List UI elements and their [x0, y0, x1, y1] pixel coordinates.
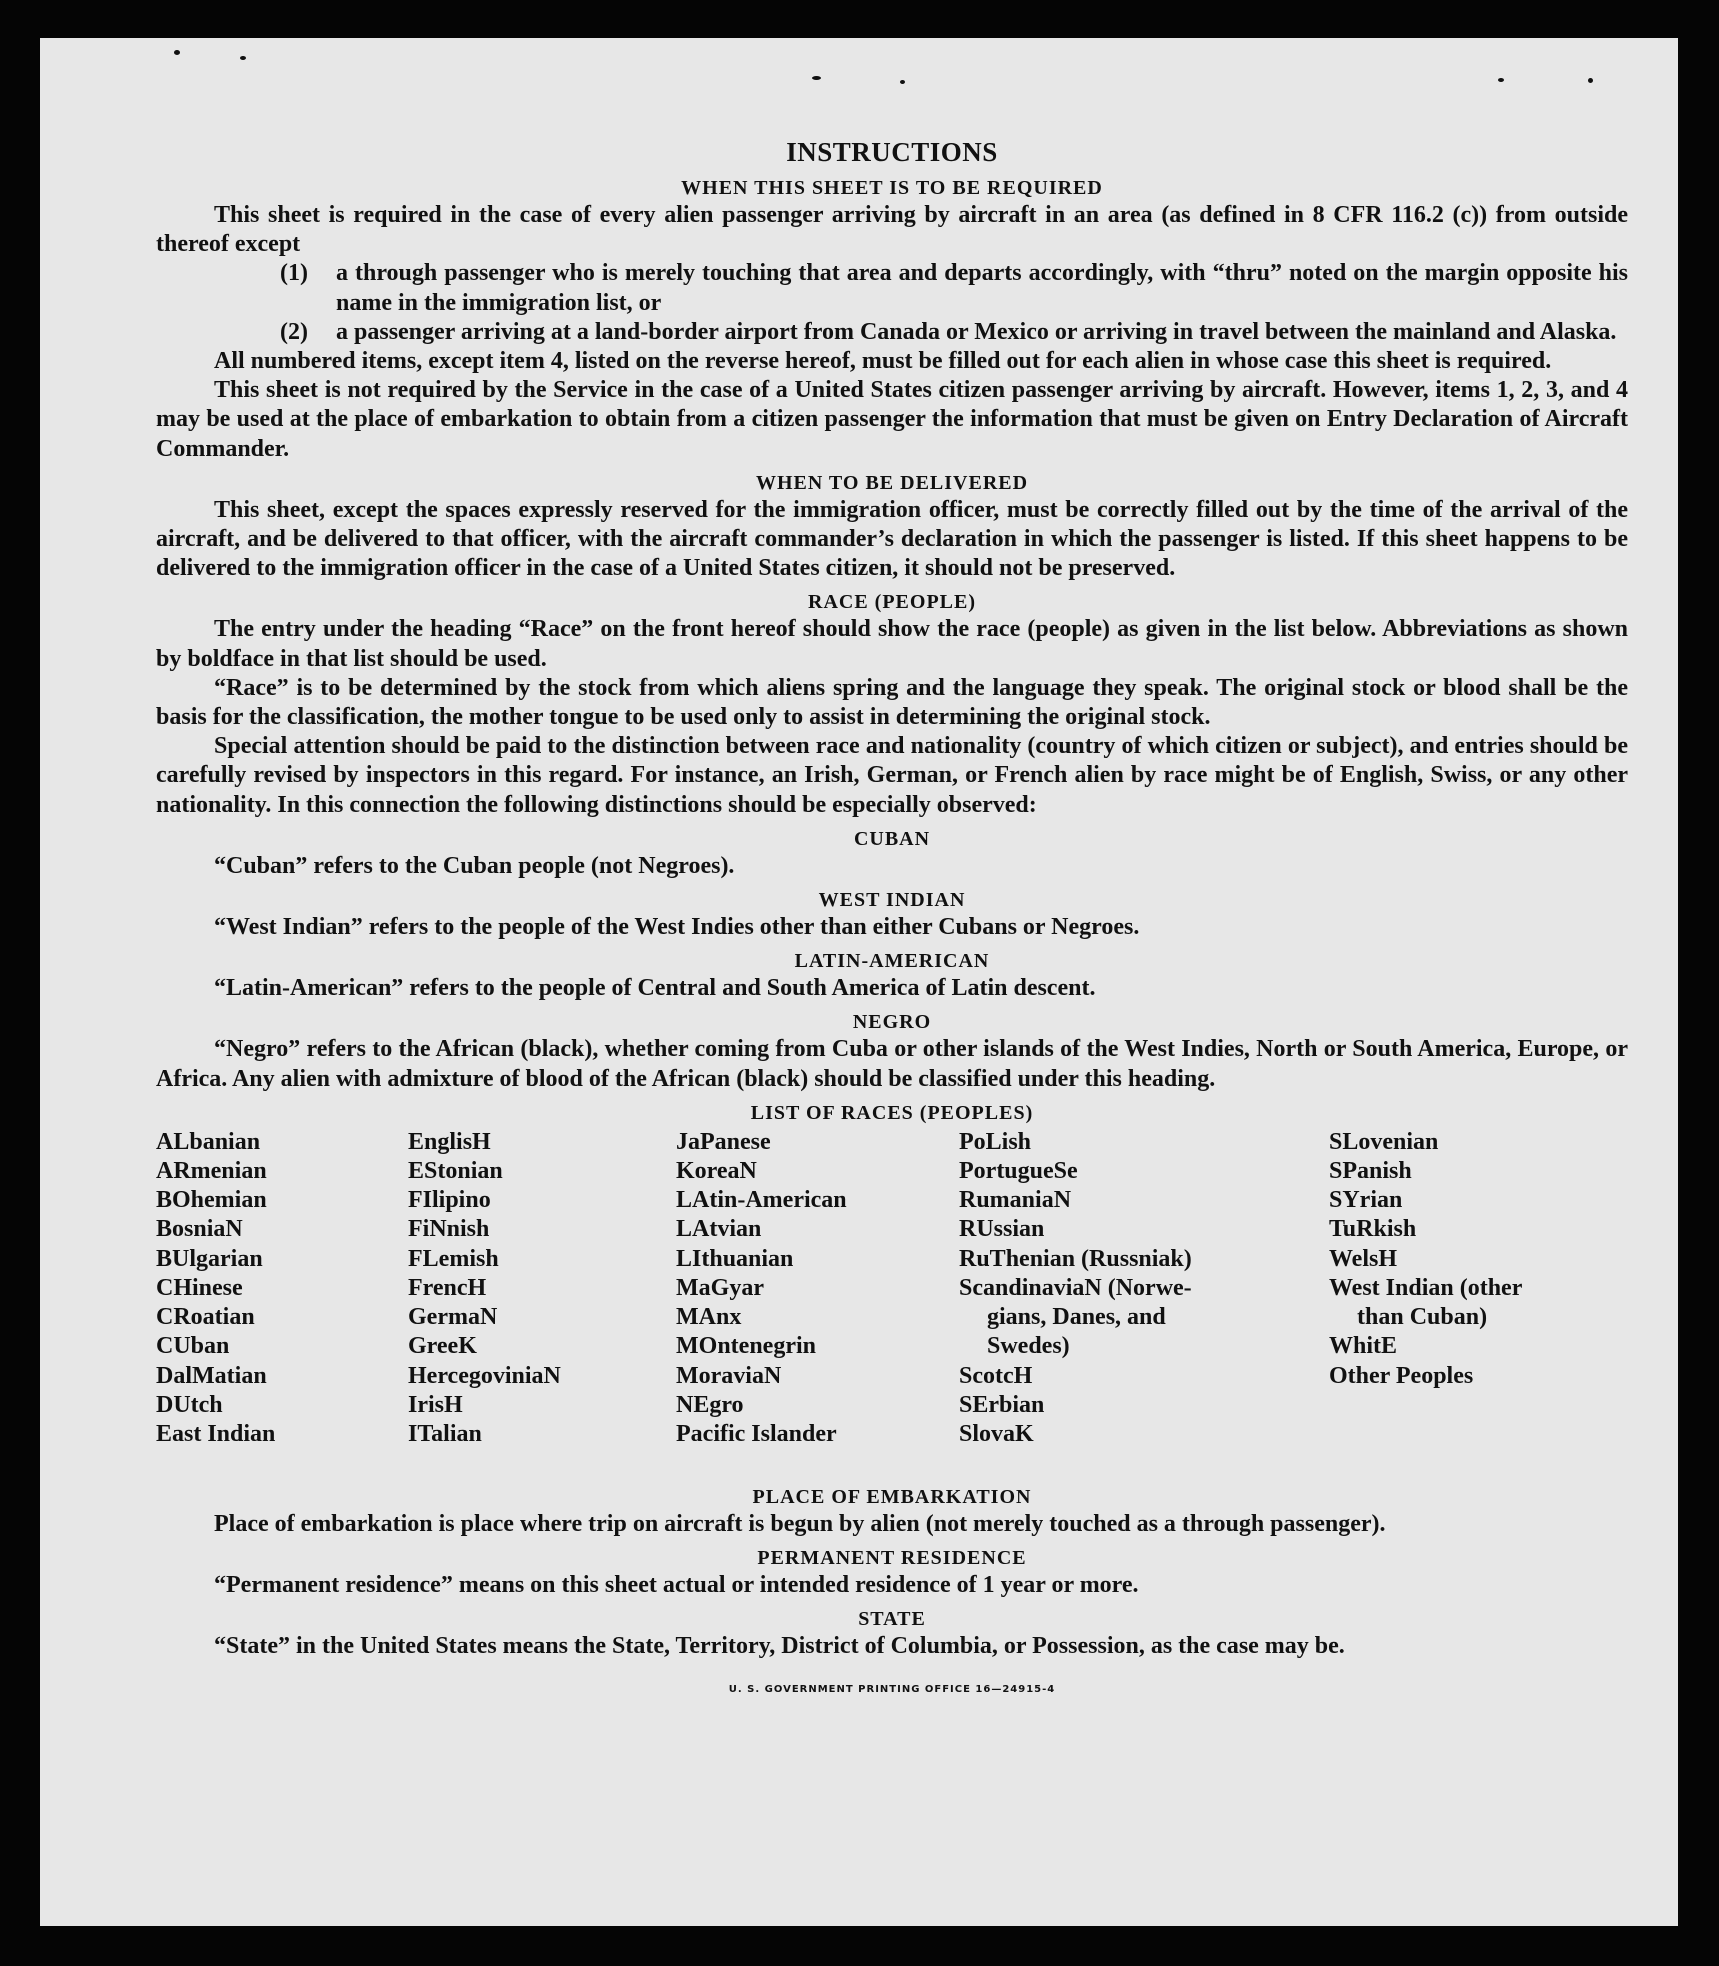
exception-item [156, 259, 1628, 317]
negro-text: “Negro” refers to the African (black), whether coming from Cuba or other islands of the West Indies, North or South America, Europe, or Africa. Any alien with admixture of blood of the African (black) should be classified under this heading. [156, 1036, 1628, 1092]
list-item: PortugueSe [959, 1158, 1078, 1185]
list-item: HercegoviniaN [408, 1362, 561, 1389]
list-item: ALbanian [156, 1128, 261, 1155]
list-item: WelsH [1329, 1245, 1398, 1272]
list-item: Swedes) [987, 1333, 1070, 1360]
heading-negro: NEGRO [852, 1011, 932, 1034]
race-column-1 [156, 1128, 275, 1449]
list-item: IrisH [408, 1391, 463, 1418]
race-column-2 [408, 1128, 561, 1449]
required-para-numbered-items: All numbered items, except item 4, listed on the reverse hereof, must be filled out for each alien in whose case this sheet is required. [214, 348, 1552, 375]
list-item: PoLish [959, 1128, 1032, 1155]
list-item: CUban [156, 1333, 230, 1360]
list-item: BosniaN [156, 1216, 243, 1243]
latin-american-text: “Latin-American” refers to the people of Central and South America of Latin descent. [214, 975, 1096, 1002]
list-item: GreeK [408, 1333, 477, 1360]
list-item: Pacific Islander [676, 1420, 837, 1447]
race-para-3: Special attention should be paid to the distinction between race and nationality (country of which citizen or subject), and entries should be carefully revised by inspectors in this regard. For instance, an Irish, German, or French alien by race might be of English, Swiss, or any other nationality. In this connection the following distinctions should be especially observed: [156, 733, 1628, 818]
list-item: RumaniaN [959, 1187, 1072, 1214]
race-list [156, 1128, 1628, 1478]
list-item: DUtch [156, 1391, 223, 1418]
race-column-4 [959, 1128, 1192, 1449]
printing-office-footer: U. S. GOVERNMENT PRINTING OFFICE 16—24915-4 [728, 1684, 1056, 1696]
list-item: LAtvian [676, 1216, 762, 1243]
list-item: West Indian (other [1329, 1274, 1523, 1301]
heading-required: WHEN THIS SHEET IS TO BE REQUIRED [681, 177, 1103, 199]
page-title: INSTRUCTIONS [786, 137, 998, 167]
instructions-body [156, 135, 1628, 1705]
race-para-2: “Race” is to be determined by the stock from which aliens spring and the language they speak. The original stock or blood shall be the basis for the classification, the mother tongue to be used only to assist in determining the original stock. [156, 674, 1628, 731]
required-intro: This sheet is required in the case of every alien passenger arriving by aircraft in an area (as defined in 8 CFR 116.2 (c)) from outside thereof except [156, 202, 1628, 258]
list-item: than Cuban) [1357, 1304, 1488, 1331]
item-number: (1) [280, 260, 308, 287]
heading-west-indian: WEST INDIAN [818, 889, 966, 912]
list-item: FrencH [408, 1274, 487, 1301]
state-text: “State” in the United States means the State, Territory, District of Columbia, or Possession, as the case may be. [214, 1633, 1345, 1660]
heading-race: RACE (PEOPLE) [808, 591, 976, 614]
list-item: ScandinaviaN (Norwe- [959, 1274, 1192, 1301]
list-item: RUssian [959, 1216, 1045, 1243]
list-item: MaGyar [676, 1274, 764, 1301]
list-item: EnglisH [408, 1128, 491, 1155]
delivered-text: This sheet, except the spaces expressly reserved for the immigration officer, must be correctly filled out by the time of the arrival of the aircraft, and be delivered to that officer, with the aircraft commander’s declaration in which the passenger is listed. If this sheet happens to be delivered to the immigration officer in the case of a United States citizen, it should not be preserved. [156, 496, 1628, 582]
list-item: DalMatian [156, 1362, 267, 1389]
required-para-citizen: This sheet is not required by the Service in the case of a United States citizen passenger arriving by aircraft. However, items 1, 2, 3, and 4 may be used at the place of embarkation to obtain from a citizen passenger the information that must be given on Entry Declaration of Aircraft Commander. [156, 377, 1628, 462]
item-text: a through passenger who is merely touching that area and departs accordingly, with “thru” noted on the margin opposite his name in the immigration list, or [336, 260, 1628, 316]
scan-speck [812, 76, 821, 80]
list-item: NEgro [676, 1391, 744, 1418]
item-text: a passenger arriving at a land-border airport from Canada or Mexico or arriving in travel between the mainland and Alaska. [336, 318, 1617, 345]
list-item: LAtin-American [676, 1187, 847, 1214]
heading-embarkation: PLACE OF EMBARKATION [752, 1485, 1032, 1508]
list-item: CHinese [156, 1274, 243, 1301]
list-item: JaPanese [676, 1128, 771, 1155]
list-item: FIlipino [408, 1187, 491, 1214]
list-item: SErbian [959, 1391, 1045, 1418]
document-page [40, 38, 1678, 1926]
exception-item [156, 318, 1628, 347]
list-item: MOntenegrin [676, 1333, 816, 1360]
heading-list-of-races: LIST OF RACES (PEOPLES) [750, 1101, 1034, 1124]
scan-speck [1588, 78, 1593, 83]
list-item: EStonian [408, 1158, 503, 1185]
heading-state: STATE [858, 1608, 926, 1631]
scan-speck [900, 80, 905, 84]
list-item: BUlgarian [156, 1245, 263, 1272]
list-item: FiNnish [408, 1216, 490, 1243]
list-item: ITalian [408, 1420, 482, 1447]
race-column-3 [676, 1128, 847, 1449]
item-number: (2) [280, 318, 308, 345]
scan-speck [240, 56, 246, 60]
embarkation-text: Place of embarkation is place where trip on aircraft is begun by alien (not merely touched as a through passenger). [214, 1510, 1386, 1537]
list-item: BOhemian [156, 1187, 267, 1214]
list-item: ARmenian [156, 1158, 267, 1185]
list-item: MAnx [676, 1304, 742, 1331]
list-item: CRoatian [156, 1304, 255, 1331]
cuban-text: “Cuban” refers to the Cuban people (not Negroes). [214, 852, 735, 879]
residence-text: “Permanent residence” means on this sheet actual or intended residence of 1 year or more. [214, 1572, 1139, 1599]
list-item: FLemish [408, 1245, 499, 1272]
list-item: LIthuanian [676, 1245, 794, 1272]
list-item: East Indian [156, 1420, 276, 1447]
scan-speck [1498, 78, 1504, 82]
list-item: GermaN [408, 1304, 498, 1331]
list-item: MoraviaN [676, 1362, 782, 1389]
race-para-1: The entry under the heading “Race” on the front hereof should show the race (people) as given in the list below. Abbreviations as shown by boldface in that list should be used. [156, 616, 1628, 672]
list-item: WhitE [1329, 1333, 1398, 1360]
list-item: SPanish [1329, 1158, 1412, 1185]
heading-latin-american: LATIN-AMERICAN [794, 950, 990, 973]
list-item: SLovenian [1329, 1128, 1439, 1155]
heading-cuban: CUBAN [853, 827, 931, 850]
heading-delivered: WHEN TO BE DELIVERED [755, 471, 1029, 494]
list-item: Other Peoples [1329, 1362, 1474, 1389]
list-item: KoreaN [676, 1158, 757, 1185]
scan-speck [174, 50, 180, 55]
west-indian-text: “West Indian” refers to the people of the West Indies other than either Cubans or Negroes. [214, 914, 1140, 941]
heading-permanent-residence: PERMANENT RESIDENCE [757, 1547, 1027, 1570]
list-item: SYrian [1329, 1187, 1403, 1214]
list-item: RuThenian (Russniak) [959, 1245, 1192, 1272]
list-item: ScotcH [959, 1362, 1033, 1389]
list-item: gians, Danes, and [987, 1304, 1166, 1331]
race-column-5 [1329, 1128, 1522, 1391]
list-item: SlovaK [959, 1420, 1034, 1447]
list-item: TuRkish [1329, 1216, 1417, 1243]
